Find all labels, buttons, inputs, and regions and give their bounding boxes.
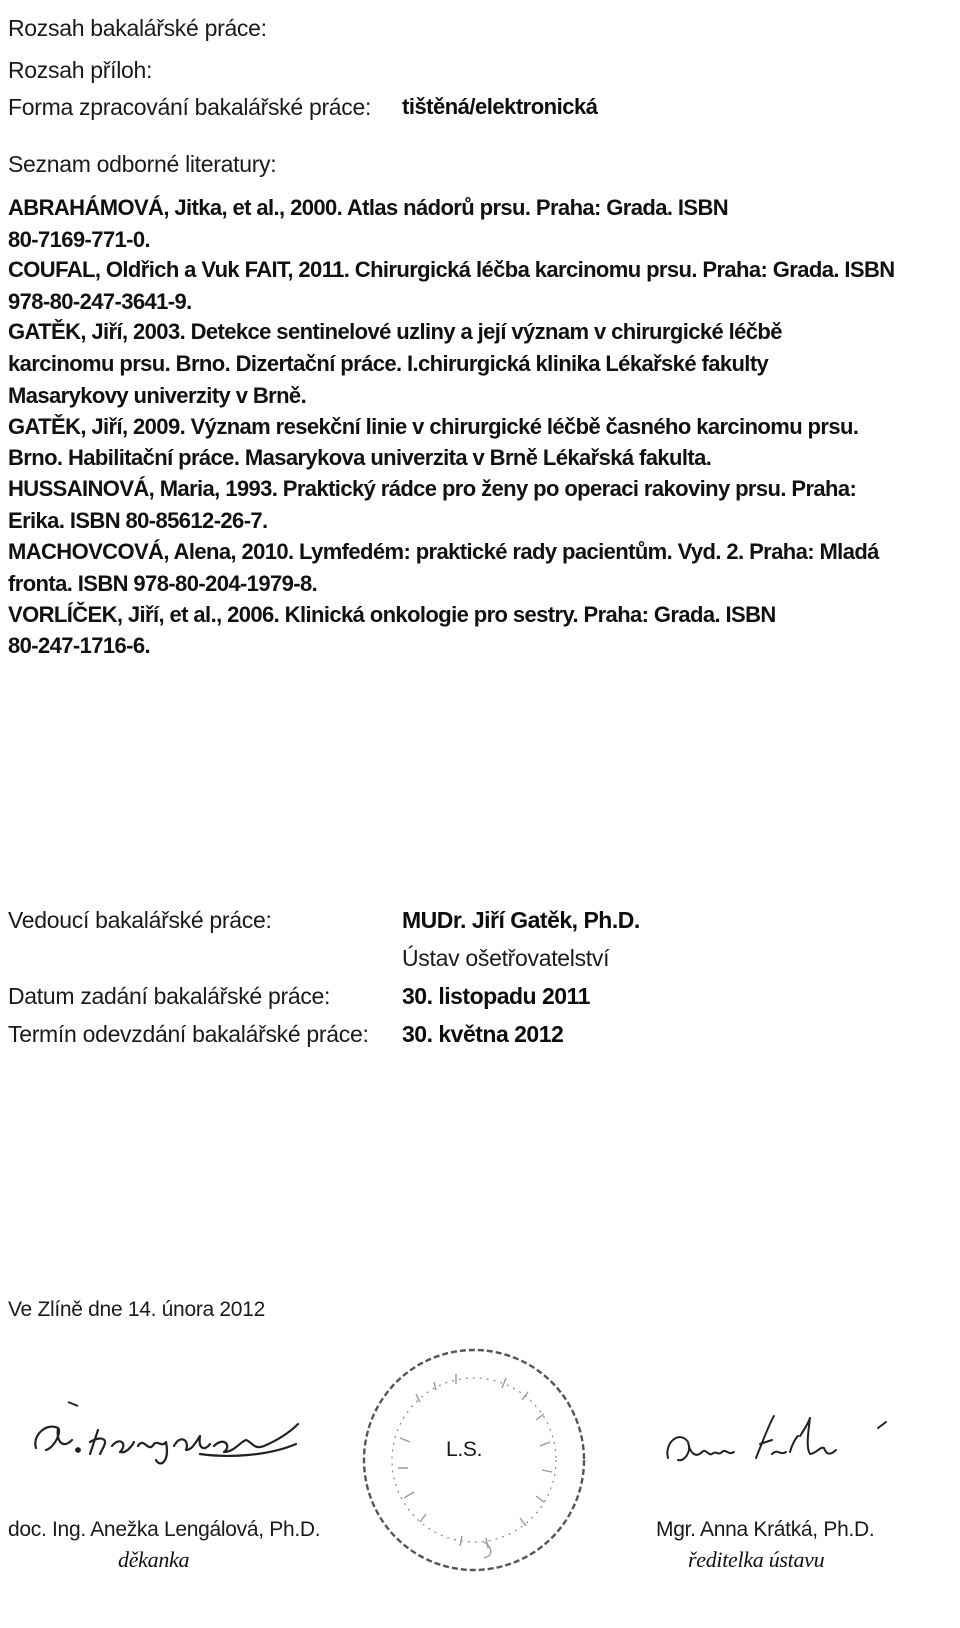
literature-line: HUSSAINOVÁ, Maria, 1993. Praktický rádce pro ženy po operaci rakoviny prsu. Praha: <box>8 476 857 501</box>
label-form: Forma zpracování bakalářské práce: <box>8 94 372 120</box>
supervisor-name: MUDr. Jiří Gatěk, Ph.D. <box>402 907 640 933</box>
director-name: Mgr. Anna Krátká, Ph.D. <box>656 1518 875 1541</box>
literature-line: GATĚK, Jiří, 2003. Detekce sentinelové uzliny a její význam v chirurgické léčbě <box>8 319 782 344</box>
supervisor-institute: Ústav ošetřovatelství <box>402 945 610 971</box>
literature-line: GATĚK, Jiří, 2009. Význam resekční linie v chirurgické léčbě časného karcinomu prsu. <box>8 414 859 439</box>
literature-line: ABRAHÁMOVÁ, Jitka, et al., 2000. Atlas nádorů prsu. Praha: Grada. ISBN <box>8 195 729 220</box>
signature-dean <box>28 1396 328 1468</box>
literature-heading: Seznam odborné literatury: <box>8 151 277 177</box>
dean-role: děkanka <box>118 1547 190 1572</box>
literature-line: MACHOVCOVÁ, Alena, 2010. Lymfedém: praktické rady pacientům. Vyd. 2. Praha: Mladá <box>8 539 879 564</box>
seal-text: L.S. <box>446 1438 483 1461</box>
submission-date-label: Termín odevzdání bakalářské práce: <box>8 1021 369 1047</box>
literature-line: karcinomu prsu. Brno. Dizertační práce. I.chirurgická klinika Lékařské fakulty <box>8 351 769 376</box>
literature-line: 80-247-1716-6. <box>8 633 151 658</box>
supervisor-label: Vedoucí bakalářské práce: <box>8 907 272 933</box>
literature-line: 80-7169-771-0. <box>8 227 151 252</box>
assignment-date-label: Datum zadání bakalářské práce: <box>8 983 331 1009</box>
signature-director <box>660 1408 900 1478</box>
literature-line: Brno. Habilitační práce. Masarykova univerzita v Brně Lékařská fakulta. <box>8 445 712 470</box>
assignment-date-value: 30. listopadu 2011 <box>402 983 590 1009</box>
place-date: Ve Zlíně dne 14. února 2012 <box>8 1298 265 1321</box>
label-scope: Rozsah bakalářské práce: <box>8 15 267 41</box>
label-attachments: Rozsah příloh: <box>8 57 153 83</box>
director-role: ředitelka ústavu <box>688 1547 825 1572</box>
literature-line: 978-80-247-3641-9. <box>8 289 192 314</box>
literature-line: fronta. ISBN 978-80-204-1979-8. <box>8 571 318 596</box>
literature-line: COUFAL, Oldřich a Vuk FAIT, 2011. Chirurgická léčba karcinomu prsu. Praha: Grada. ISBN <box>8 257 895 282</box>
value-form: tištěná/elektronická <box>402 94 598 119</box>
literature-line: Masarykovy univerzity v Brně. <box>8 383 307 408</box>
literature-line: Erika. ISBN 80-85612-26-7. <box>8 508 268 533</box>
literature-line: VORLÍČEK, Jiří, et al., 2006. Klinická onkologie pro sestry. Praha: Grada. ISBN <box>8 602 776 627</box>
dean-name: doc. Ing. Anežka Lengálová, Ph.D. <box>8 1518 321 1541</box>
submission-date-value: 30. května 2012 <box>402 1021 564 1047</box>
